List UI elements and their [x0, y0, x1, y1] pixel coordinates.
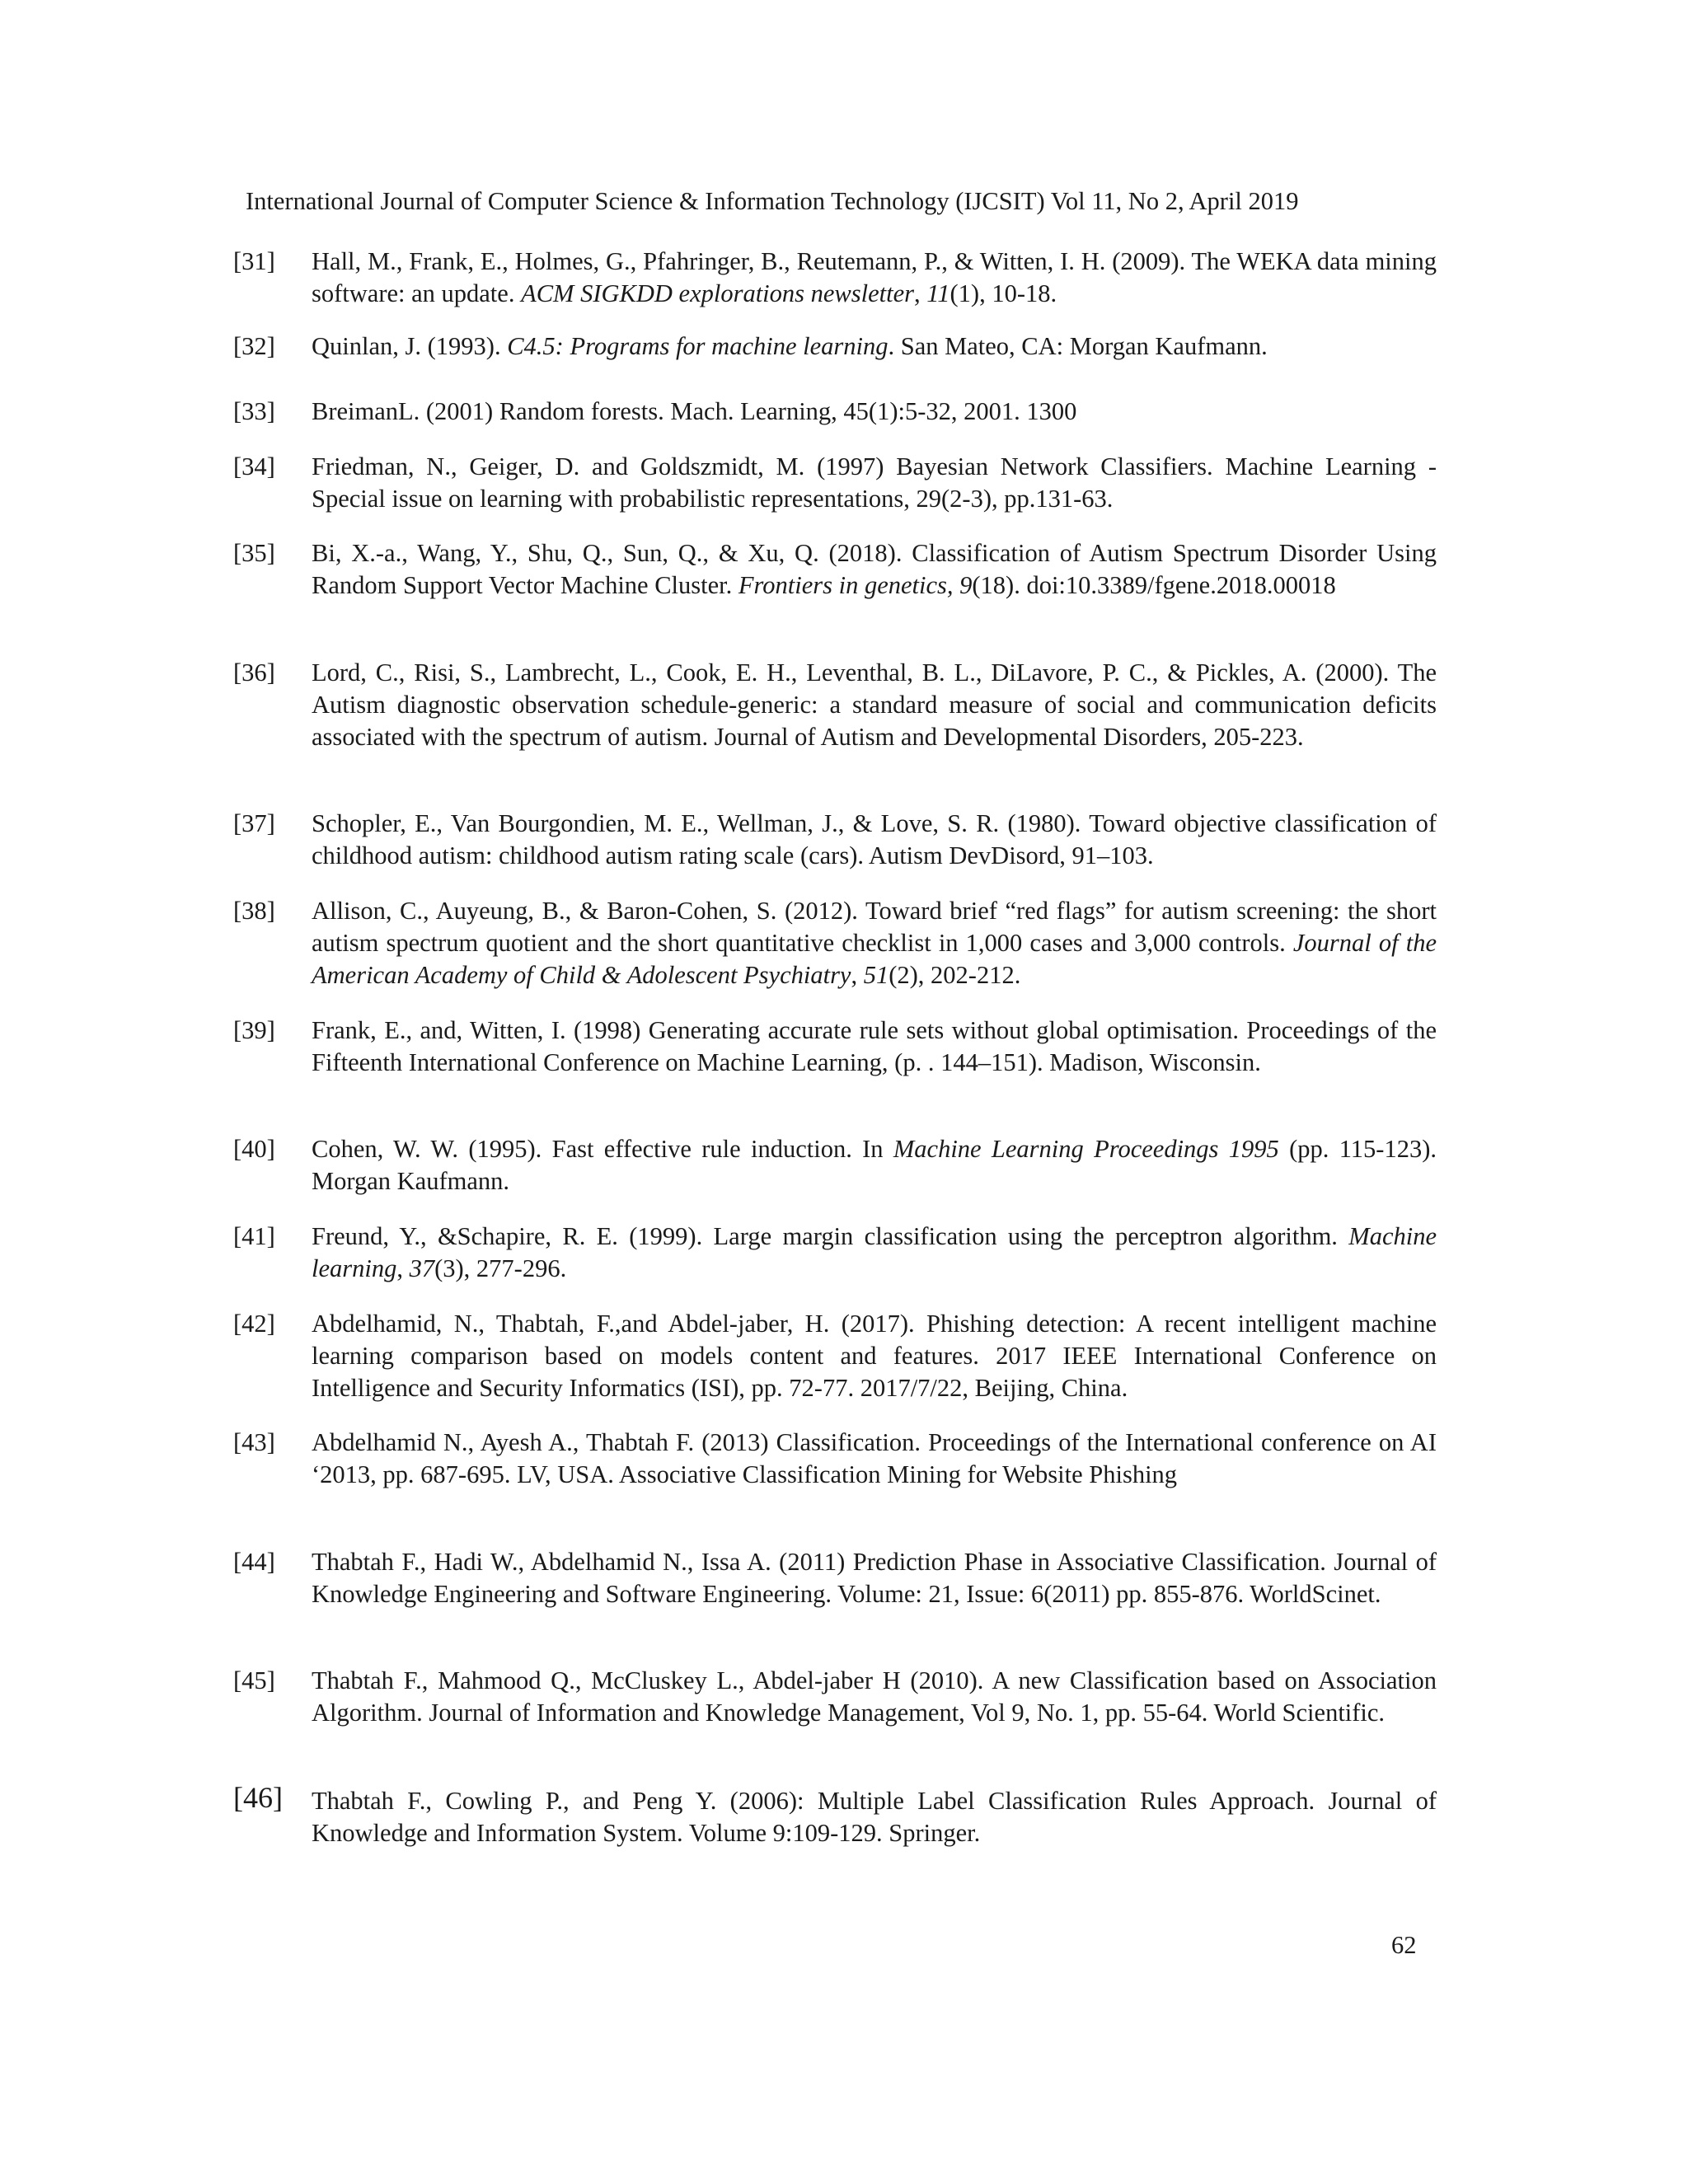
reference-number: [36] [233, 658, 275, 687]
reference-number: [44] [233, 1548, 275, 1576]
reference-number: [41] [233, 1222, 275, 1250]
reference-number: [45] [233, 1666, 275, 1694]
reference-text: Lord, C., Risi, S., Lambrecht, L., Cook, E. H., Leventhal, B. L., DiLavore, P. C., & Pickles, A. (2000). The Autism diagnostic observation schedule-generic: a standard measure of social and communication deficits associated with the spectrum of autism. Journal of Autism and Developmental Disorders, 205-223. [312, 658, 1437, 751]
reference-text: Friedman, N., Geiger, D. and Goldszmidt, M. (1997) Bayesian Network Classifiers. Machine Learning - Special issue on learning with probabilistic representations, 29(2-3), pp.131-63. [312, 452, 1437, 513]
reference-number: [33] [233, 397, 275, 425]
reference-text: Frank, E., and, Witten, I. (1998) Generating accurate rule sets without global optimisation. Proceedings of the Fifteenth International Conference on Machine Learning, (p. . 144–151). Madison, Wisconsin. [312, 1016, 1437, 1076]
reference-number: [31] [233, 247, 275, 275]
reference-number: [35] [233, 539, 275, 567]
running-header: International Journal of Computer Science & Information Technology (IJCSIT) Vol 11, No 2, April 2019 [246, 187, 1299, 215]
reference-number: [34] [233, 452, 275, 480]
reference-text: Allison, C., Auyeung, B., & Baron-Cohen, S. (2012). Toward brief “red flags” for autism screening: the short autism spectrum quotient and the short quantitative checklist in 1,000 cases and 3,000 controls. Journal of the American Academy of Child & Adolescent Psychiatry, 51(2), 202-212. [312, 897, 1437, 989]
reference-text: Thabtah F., Hadi W., Abdelhamid N., Issa A. (2011) Prediction Phase in Associative Classification. Journal of Knowledge Engineering and Software Engineering. Volume: 21, Issue: 6(2011) pp. 855-876. WorldScinet. [312, 1548, 1437, 1608]
reference-number: [43] [233, 1428, 275, 1456]
reference-number: [46] [233, 1781, 283, 1814]
reference-text: Freund, Y., &Schapire, R. E. (1999). Large margin classification using the perceptron algorithm. Machine learning, 37(3), 277-296. [312, 1222, 1437, 1282]
reference-text: Thabtah F., Mahmood Q., McCluskey L., Abdel-jaber H (2010). A new Classification based on Association Algorithm. Journal of Information and Knowledge Management, Vol 9, No. 1, pp. 55-64. World Scientific. [312, 1666, 1437, 1727]
reference-number: [38] [233, 897, 275, 925]
reference-text: Hall, M., Frank, E., Holmes, G., Pfahringer, B., Reutemann, P., & Witten, I. H. (2009). The WEKA data mining software: an update. ACM SIGKDD explorations newsletter, 11(1), 10-18. [312, 247, 1437, 307]
reference-text: Bi, X.-a., Wang, Y., Shu, Q., Sun, Q., & Xu, Q. (2018). Classification of Autism Spectrum Disorder Using Random Support Vector Machine Cluster. Frontiers in genetics, 9(18). doi:10.3389/fgene.2018.00018 [312, 539, 1437, 599]
reference-number: [32] [233, 332, 275, 360]
reference-number: [39] [233, 1016, 275, 1044]
reference-text: Abdelhamid N., Ayesh A., Thabtah F. (2013) Classification. Proceedings of the International conference on AI ‘2013, pp. 687-695. LV, USA. Associative Classification Mining for Website Phishing [312, 1428, 1437, 1488]
reference-text: Schopler, E., Van Bourgondien, M. E., Wellman, J., & Love, S. R. (1980). Toward objective classification of childhood autism: childhood autism rating scale (cars). Autism DevDisord, 91–103. [312, 809, 1437, 869]
reference-number: [37] [233, 809, 275, 837]
reference-number: [42] [233, 1310, 275, 1338]
reference-text: Cohen, W. W. (1995). Fast effective rule induction. In Machine Learning Proceedings 1995 (pp. 115-123). Morgan Kaufmann. [312, 1135, 1437, 1195]
reference-text: Quinlan, J. (1993). C4.5: Programs for machine learning. San Mateo, CA: Morgan Kaufmann. [312, 332, 1268, 360]
reference-number: [40] [233, 1135, 275, 1163]
reference-text: Thabtah F., Cowling P., and Peng Y. (2006): Multiple Label Classification Rules Approach. Journal of Knowledge and Information System. Volume 9:109-129. Springer. [312, 1787, 1437, 1847]
reference-text: Abdelhamid, N., Thabtah, F.,and Abdel-jaber, H. (2017). Phishing detection: A recent intelligent machine learning comparison based on models content and features. 2017 IEEE International Conference on Intelligence and Security Informatics (ISI), pp. 72-77. 2017/7/22, Beijing, China. [312, 1310, 1437, 1402]
reference-text: BreimanL. (2001) Random forests. Mach. Learning, 45(1):5-32, 2001. 1300 [312, 397, 1077, 425]
page-number: 62 [1391, 1931, 1417, 1959]
